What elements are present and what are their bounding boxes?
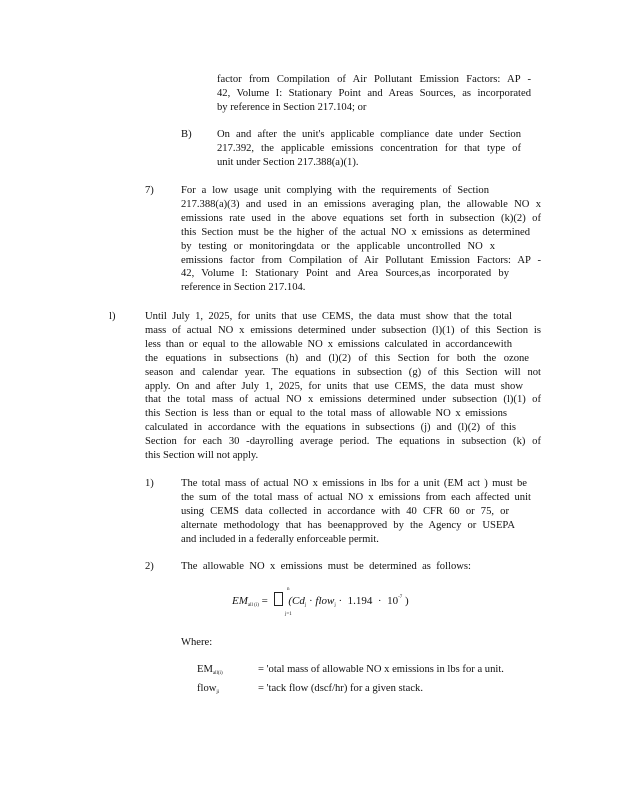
continuation-paragraph — [217, 73, 531, 115]
formula-term-cd-subscript: j — [304, 603, 307, 608]
text-line: the sum of the total mass of actual NO x emissions from each affected unit — [181, 491, 531, 503]
allowable-emissions-formula — [232, 587, 472, 620]
formula-lhs: EM — [232, 595, 248, 607]
item-l1-marker: 1) — [145, 478, 154, 489]
text-line: The total mass of actual NO x emissions in lbs for a unit (EM act ) must be — [181, 478, 527, 489]
formula-operator: · — [377, 595, 382, 607]
item-l-paragraph — [145, 310, 541, 463]
text-line: Section for each 30 -dayrolling average period. The equations in subsection (k) of — [145, 436, 541, 448]
formula-operator: · — [308, 595, 313, 607]
where-label: Where: — [181, 637, 213, 648]
text-line: that the total mass of actual NO x emissions determined under subsection (l)(1) of — [145, 394, 541, 406]
formula-operator: · — [338, 595, 343, 607]
text-line: The allowable NO x emissions must be determined as follows: — [181, 561, 471, 572]
definition-row — [197, 683, 537, 697]
text-line: the equations in subsections (h) and (l)(2) of this Section for both the ozone — [145, 352, 529, 364]
text-line: alternate methodology that has beenapproved by the Agency or USEPA — [181, 519, 515, 531]
text-line: this Section is less than or equal to the total mass of allowable NO x emissions — [145, 408, 507, 420]
text-line: factor from Compilation of Air Pollutant Emission Factors: AP - — [217, 74, 531, 85]
definition-term: EMall(i) — [197, 664, 223, 676]
text-line: mass of actual NO x emissions determined under subsection (l)(1) of this Section is — [145, 324, 541, 336]
text-line: 42, Volume I: Stationary Point and Areas Sources, as incorporated — [217, 87, 531, 99]
item-b-paragraph — [217, 128, 521, 170]
formula-power-exponent: -7 — [398, 595, 403, 600]
definition-text: = 'tack flow (dscf/hr) for a given stack. — [258, 683, 423, 694]
text-line: by reference in Section 217.104; or — [217, 101, 367, 113]
formula-constant: 1.194 — [347, 595, 373, 607]
text-line: On and after the unit's applicable compliance date under Section — [217, 129, 521, 140]
formula-close-paren: ) — [405, 595, 409, 607]
definition-text: = 'otal mass of allowable NO x emissions in lbs for a unit. — [258, 664, 504, 675]
text-line: by testing or monitoringdata or the applicable uncontrolled NO x — [181, 240, 495, 252]
text-line: Until July 1, 2025, for units that use CEMS, the data must show that the total — [145, 311, 512, 322]
text-line: emissions factor from Compilation of Air Pollutant Emission Factors: AP - — [181, 254, 541, 266]
item-7-paragraph — [181, 184, 541, 295]
text-line: calculated in accordance with the equations in subsections (j) and (l)(2) of this — [145, 422, 516, 434]
text-line: less than or equal to the allowable NO x emissions calculated in accordancewith — [145, 338, 512, 350]
text-line: 42, Volume I: Stationary Point and Area Sources,as incorporated by — [181, 268, 509, 280]
item-7-marker: 7) — [145, 185, 154, 196]
text-line: reference in Section 217.104. — [181, 282, 306, 294]
item-b-marker: B) — [181, 129, 192, 140]
formula-equals: = — [261, 595, 268, 607]
item-l2-paragraph — [181, 560, 471, 574]
text-line: 217.392, the applicable emissions concentration for that type of — [217, 142, 521, 154]
text-line: season and calendar year. The equations in subsection (g) of this Section will not — [145, 366, 541, 378]
formula-power-base: 10 — [387, 595, 399, 607]
formula-term-cd: (Cd — [288, 595, 305, 607]
item-l2-marker: 2) — [145, 561, 154, 572]
formula-lhs-subscript: all (i) — [247, 603, 259, 608]
definition-row — [197, 664, 537, 678]
summation-upper-limit: n — [287, 587, 290, 592]
item-l1-paragraph — [181, 477, 531, 547]
text-line: using CEMS data collected in accordance with 40 CFR 60 or 75, or — [181, 505, 509, 517]
text-line: this Section will not apply. — [145, 450, 259, 462]
definition-term: flowji — [197, 683, 220, 695]
summation-symbol — [274, 592, 283, 606]
formula-term-flow: flow — [315, 595, 335, 607]
summation-lower-limit: j=1 — [285, 612, 292, 617]
text-line: and included in a federally enforceable permit. — [181, 533, 379, 545]
text-line: emissions rate used in the above equations set forth in subsection (k)(2) of — [181, 212, 541, 224]
text-line: this Section must be the higher of the actual NO x emissions as determined — [181, 226, 530, 238]
text-line: unit under Section 217.388(a)(1). — [217, 156, 359, 168]
text-line: apply. On and after July 1, 2025, for units that use CEMS, the data must show — [145, 380, 523, 392]
item-l-marker: l) — [109, 311, 116, 322]
text-line: For a low usage unit complying with the requirements of Section — [181, 185, 489, 196]
formula-term-flow-subscript: j — [334, 603, 336, 608]
text-line: 217.388(a)(3) and used in an emissions averaging plan, the allowable NO x — [181, 198, 541, 210]
